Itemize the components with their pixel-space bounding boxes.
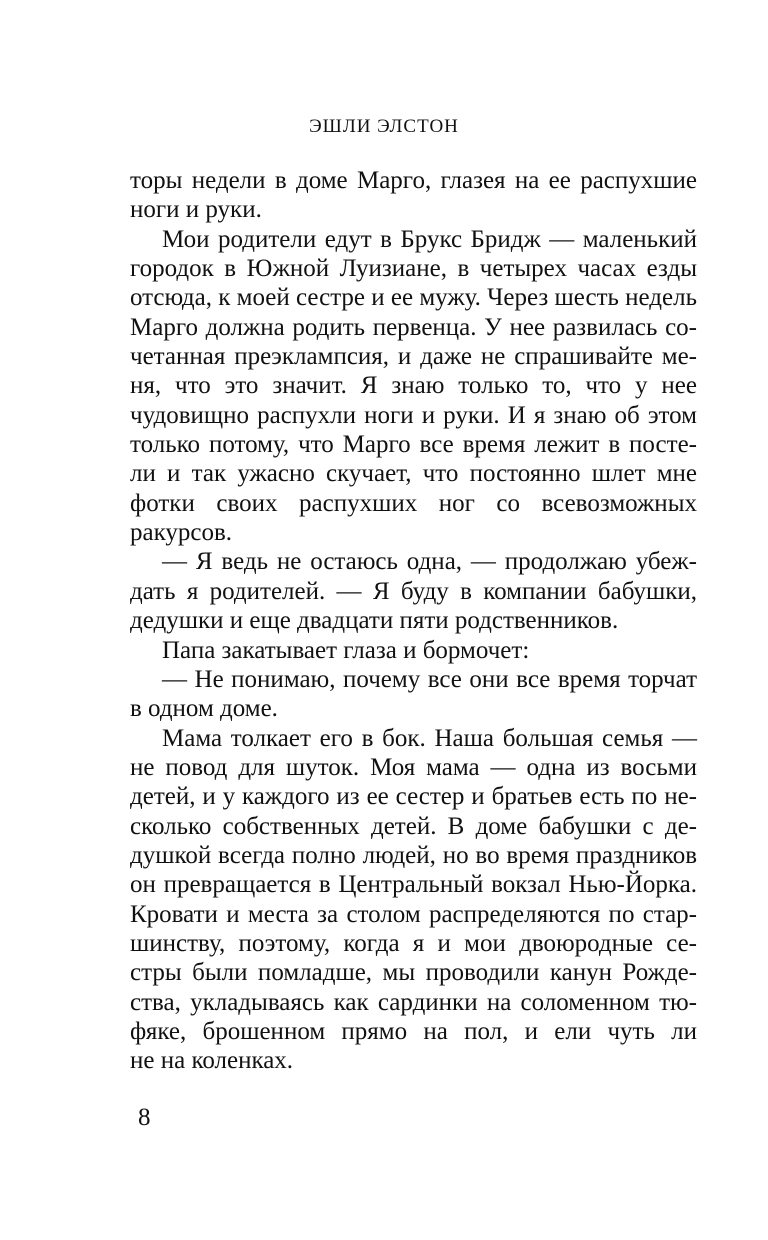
text-line: в одном доме. xyxy=(130,695,278,723)
text-line: Мама толкает его в бок. Наша большая семья — xyxy=(162,724,697,752)
text-line: Кровати и места за столом распределяются по стар- xyxy=(130,900,697,928)
text-line: он превращается в Центральный вокзал Нью-Йорка. xyxy=(130,871,697,899)
text-line: ли и так ужасно скучает, что постоянно шлет мне xyxy=(130,460,697,488)
text-line: не на коленках. xyxy=(130,1047,294,1075)
text-line: не повод для шуток. Моя мама — одна из восьми xyxy=(130,753,697,781)
text-line: четанная преэклампсия, и даже не спрашивайте ме- xyxy=(130,343,697,371)
text-line: торы недели в доме Марго, глазея на ее распухшие xyxy=(130,167,697,194)
text-line: дедушки и еще двадцати пяти родственников. xyxy=(130,607,619,635)
text-line: дать я родителей. — Я буду в компании бабушки, xyxy=(130,577,697,605)
running-head: ЭШЛИ ЭЛСТОН xyxy=(309,116,459,137)
text-line: фотки своих распухших ног со всевозможных xyxy=(130,489,697,517)
text-line: Папа закатывает глаза и бормочет: xyxy=(162,636,530,664)
text-line: стры были помладше, мы проводили канун Рожде- xyxy=(130,959,697,987)
text-line: детей, и у каждого из ее сестер и братьев есть по не- xyxy=(130,783,697,811)
text-line: шинству, поэтому, когда я и мои двоюродные се- xyxy=(130,929,697,957)
text-line: фяке, брошенном прямо на пол, и ели чуть ли xyxy=(130,1017,697,1045)
text-line: Мои родители едут в Брукс Бридж — маленький xyxy=(162,225,697,253)
text-line: сколько собственных детей. В доме бабушки с де- xyxy=(130,812,697,840)
text-line: душкой всегда полно людей, но во время праздников xyxy=(130,841,697,869)
text-line: Марго должна родить первенца. У нее развилась со- xyxy=(130,313,697,341)
text-line: — Я ведь не остаюсь одна, — продолжаю убеж- xyxy=(162,548,697,576)
text-line: ноги и руки. xyxy=(130,196,262,224)
text-line: — Не понимаю, почему все они все время торчат xyxy=(162,665,697,693)
text-line: ракурсов. xyxy=(130,519,233,547)
text-line: чудовищно распухли ноги и руки. И я знаю об этом xyxy=(130,401,697,429)
text-line: отсюда, к моей сестре и ее мужу. Через шесть недель xyxy=(130,284,697,312)
page-number: 8 xyxy=(138,1104,151,1131)
text-line: городок в Южной Луизиане, в четырех часах езды xyxy=(130,255,697,283)
body-text xyxy=(130,166,697,1076)
text-line: только потому, что Марго все время лежит в посте- xyxy=(130,431,697,459)
text-line: ства, укладываясь как сардинки на соломенном тю- xyxy=(130,988,697,1016)
text-line: ня, что это значит. Я знаю только то, что у нее xyxy=(130,372,697,400)
